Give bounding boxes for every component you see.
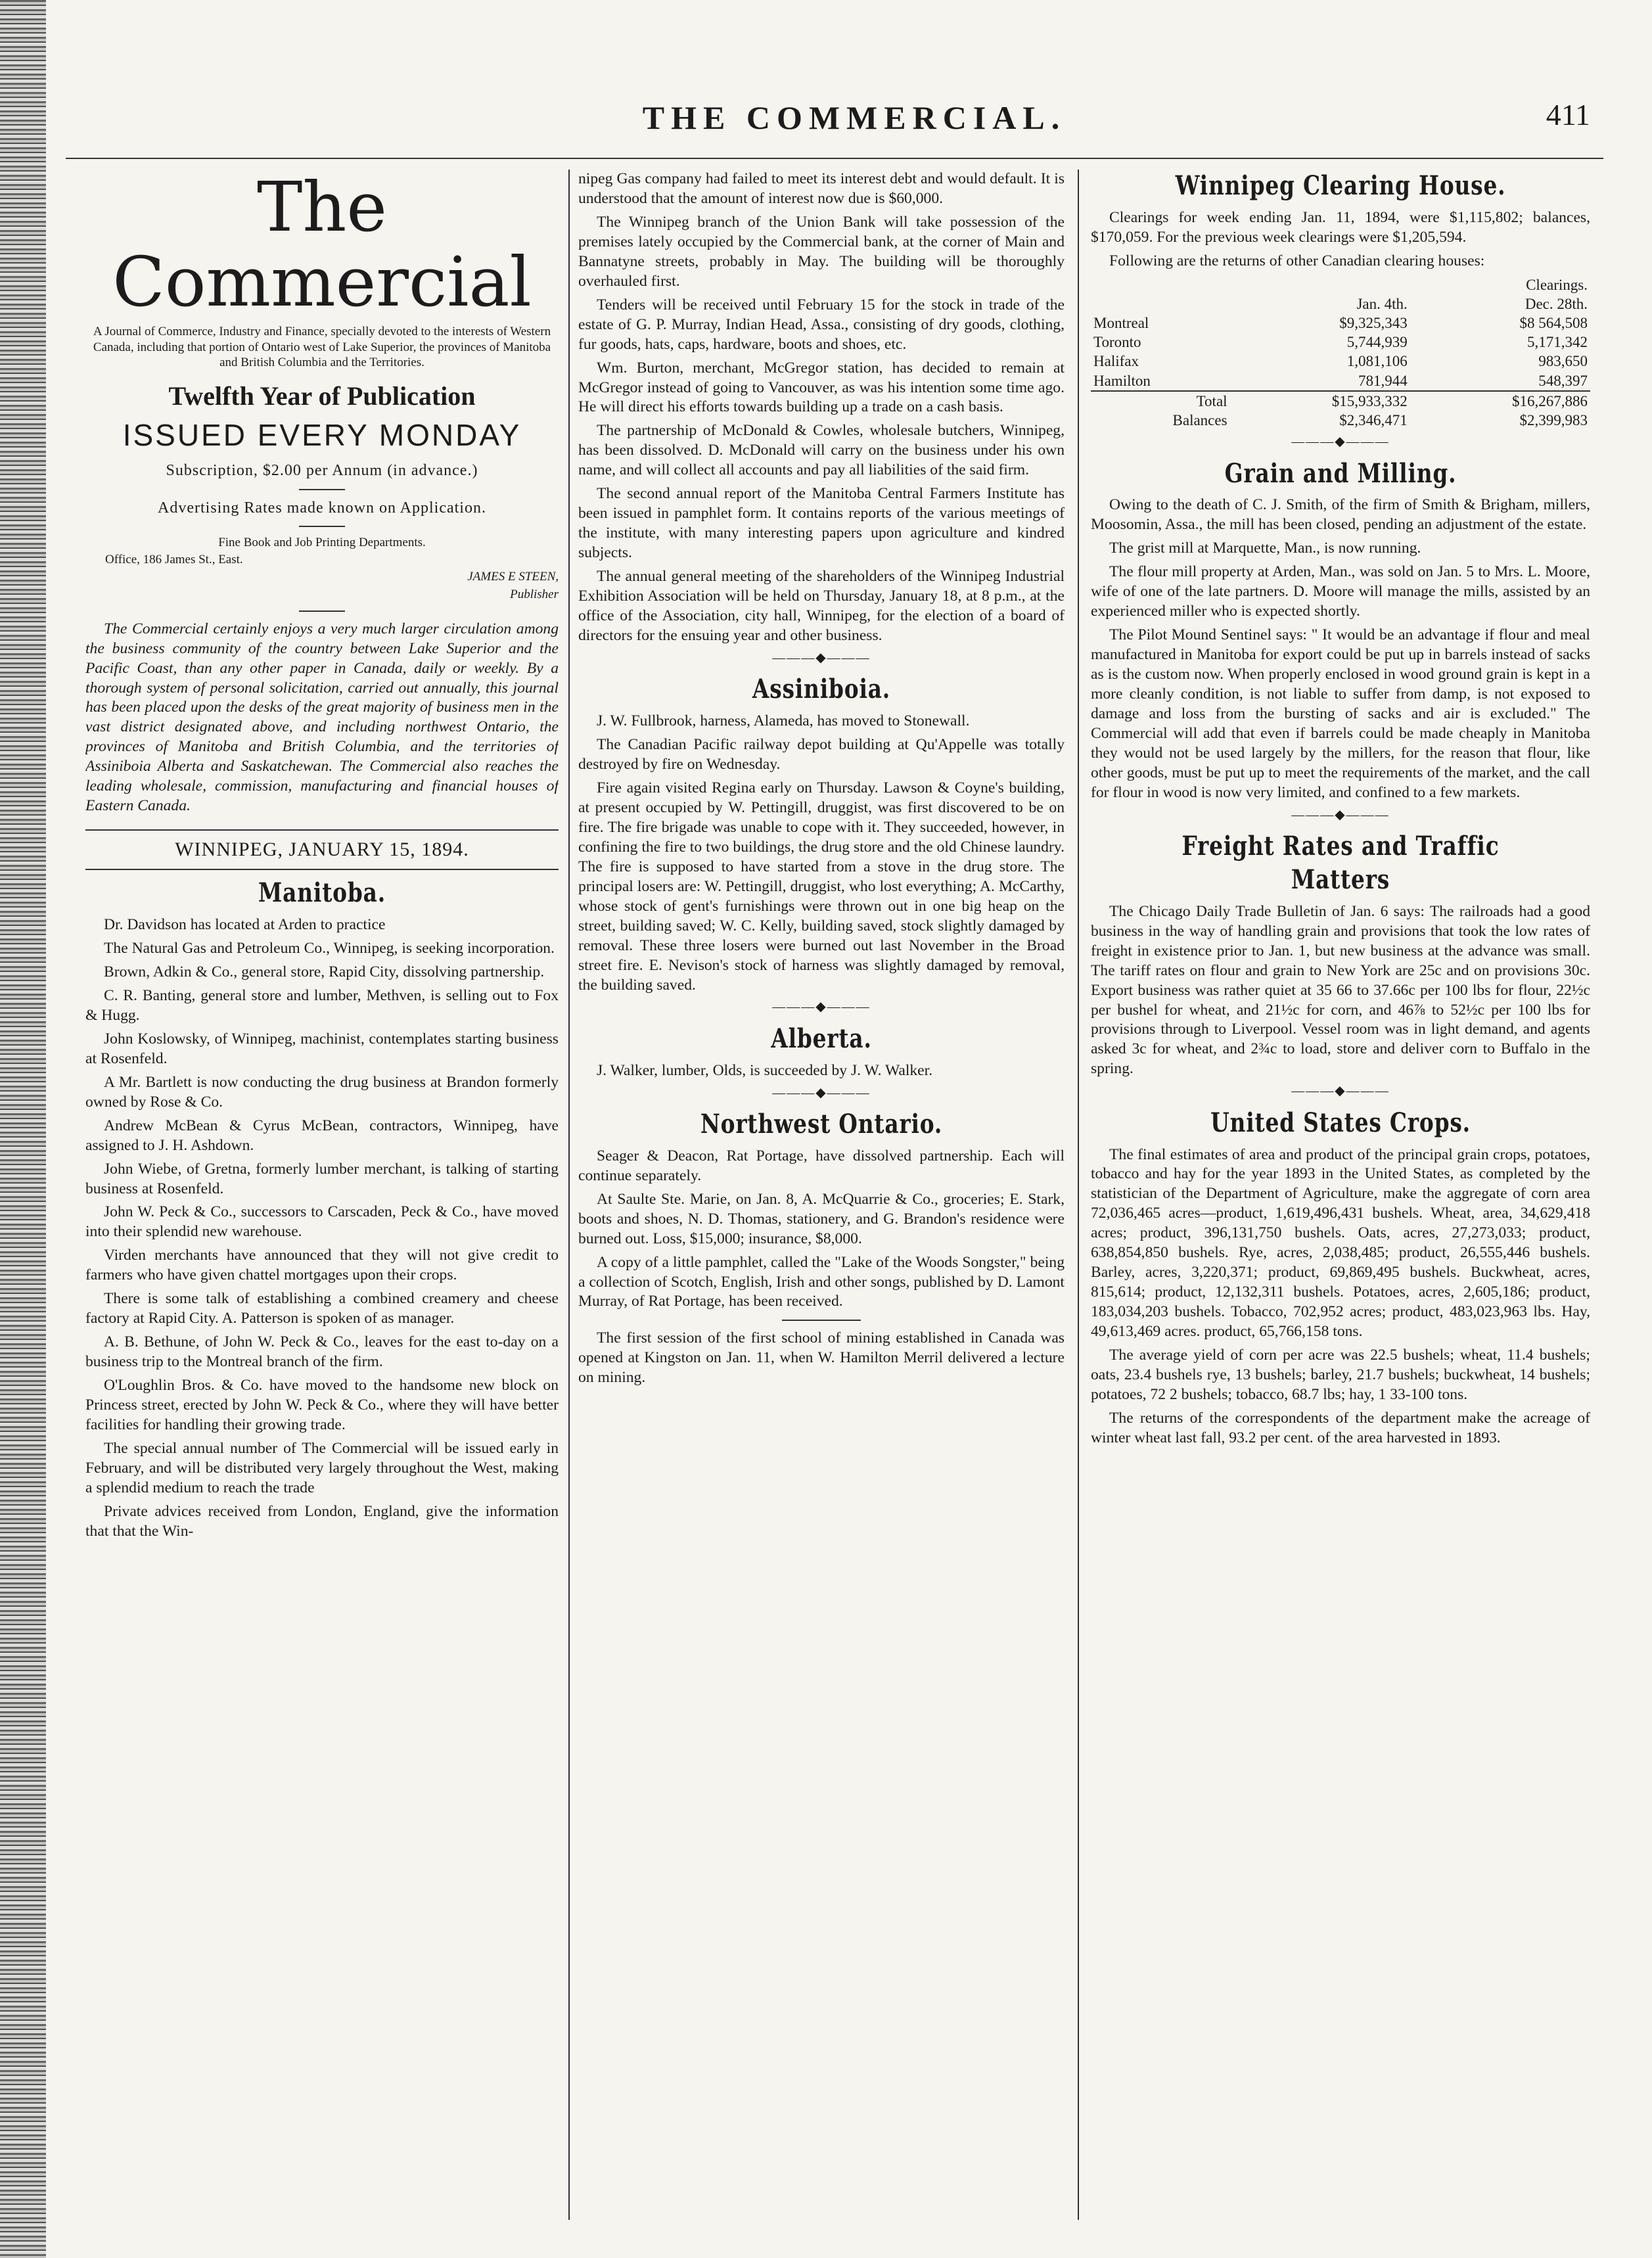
masthead-subtitle: A Journal of Commerce, Industry and Finance, specially devoted to the interests of Western Canada, including that portion of Ontario west of Lake Superior, the provinces of Manitoba and British Columbia and the Territories. bbox=[93, 324, 551, 370]
total-value: $16,267,886 bbox=[1410, 391, 1590, 411]
news-item: The Canadian Pacific railway depot building at Qu'Appelle was totally destroyed by fire on Wednesday. bbox=[578, 736, 1065, 773]
news-item: The Natural Gas and Petroleum Co., Winnipeg, is seeking incorporation. bbox=[104, 940, 555, 957]
section-heading-alberta: Alberta. bbox=[771, 1023, 872, 1054]
news-item: John Koslowsky, of Winnipeg, machinist, contemplates starting business at Rosenfeld. bbox=[85, 1030, 559, 1067]
news-item: The partnership of McDonald & Cowles, wholesale butchers, Winnipeg, has been dissolved. D. McDonald will carry on the business under his own name, and will collect all accounts and pay all liabilities of the said firm. bbox=[578, 422, 1065, 479]
publisher-name: JAMES E STEEN, bbox=[467, 570, 559, 584]
table-row bbox=[1091, 371, 1590, 391]
advertising-line: Advertising Rates made known on Application. bbox=[158, 499, 486, 517]
city-cell: Halifax bbox=[1093, 353, 1139, 370]
clearings-group-label: Clearings. bbox=[1526, 276, 1588, 293]
news-item: J. W. Fullbrook, harness, Alameda, has moved to Stonewall. bbox=[597, 712, 970, 730]
news-item: The average yield of corn per acre was 22.5 bushels; wheat, 11.4 bushels; oats, 23.4 bushels rye, 13 bushels; barley, 21.7 bushels; buckwheat, 14 bushels; potatoes, 72 2 bushels; tobacco, 68.7 lbs; hay, 1 33-100 tons. bbox=[1091, 1347, 1590, 1403]
column-header: Jan. 4th. bbox=[1356, 295, 1408, 312]
news-item: Private advices received from London, England, give the information that that the Win- bbox=[85, 1502, 559, 1540]
table-row bbox=[1091, 313, 1590, 333]
news-item: The first session of the first school of mining established in Canada was opened at Kingston on Jan. 11, when W. Hamilton Merril delivered a lecture on mining. bbox=[578, 1329, 1065, 1387]
clearing-intro: Clearings for week ending Jan. 11, 1894, were $1,115,802; balances, $170,059. For the previous week clearings were $1,205,594. bbox=[1091, 208, 1590, 246]
news-item: The final estimates of area and product of the principal grain crops, potatoes, tobacco and hay for the year 1893 in the United States, as completed by the statistician of the Department of Agriculture, make the aggregate of corn area 72,036,465 acres—product, 1,619,496,431 bushels. Wheat, area, 34,629,418 acres; product, 396,131,750 bushels. Oats, acres, 27,273,033; product, 638,854,850 bushels. Rye, acres, 2,038,485; product, 26,555,446 bushels. Barley, acres, 3,220,371; product, 69,869,495 bushels. Buckwheat, acres, 815,614; product, 12,132,311 bushels. Potatoes, acres, 2,605,186; product, 183,034,203 bushels. Tobacco, 702,952 acres; product, 483,023,963 lbs. Hay, 49,613,469 acres. product, 65,766,158 tons. bbox=[1091, 1145, 1590, 1341]
news-item: The grist mill at Marquette, Man., is now running. bbox=[1109, 540, 1421, 557]
column-divider bbox=[568, 170, 570, 2220]
news-item: A copy of a little pamphlet, called the "Lake of the Woods Songster," being a collection of Scotch, English, Irish and other songs, published by D. Lamont Murray, of Rat Portage, has been received. bbox=[578, 1253, 1065, 1310]
city-cell: Hamilton bbox=[1093, 372, 1151, 389]
section-heading-clearing-house: Winnipeg Clearing House. bbox=[1175, 170, 1506, 201]
value-cell: 781,944 bbox=[1358, 372, 1408, 389]
column-divider bbox=[1078, 170, 1079, 2220]
news-item: The Winnipeg branch of the Union Bank will take possession of the premises lately occupied by the Commercial bank, at the corner of Main and Bannatyne streets, probably in May. The building will be thoroughly overhauled first. bbox=[578, 213, 1065, 290]
divider bbox=[299, 526, 345, 527]
city-cell: Montreal bbox=[1093, 315, 1149, 332]
column-2 bbox=[578, 170, 1065, 2220]
table-row bbox=[1091, 333, 1590, 352]
total-label: Total bbox=[1091, 391, 1230, 411]
news-item: J. Walker, lumber, Olds, is succeeded by J. W. Walker. bbox=[597, 1061, 933, 1079]
issued-line: ISSUED EVERY MONDAY bbox=[122, 417, 522, 452]
column-3 bbox=[1091, 170, 1590, 2220]
section-heading-northwest-ontario: Northwest Ontario. bbox=[700, 1108, 943, 1140]
news-item: The annual general meeting of the shareholders of the Winnipeg Industrial Exhibition Association will be held on Thursday, January 18, at 8 p.m., at the office of the Association, city hall, Winnipeg, for the election of a board of directors for the ensuing year and other business. bbox=[578, 568, 1065, 644]
section-heading-us-crops: United States Crops. bbox=[1210, 1107, 1471, 1138]
page-number: 411 bbox=[1546, 98, 1590, 131]
balances-label: Balances bbox=[1172, 412, 1228, 429]
news-item: The second annual report of the Manitoba Central Farmers Institute has been issued in pamphlet form. It contains reports of the various meetings of the institute, with many interesting papers upon agriculture and kindred subjects. bbox=[578, 485, 1065, 562]
printing-line: Fine Book and Job Printing Departments. bbox=[218, 536, 426, 550]
publication-year: Twelfth Year of Publication bbox=[168, 381, 476, 411]
news-item: Dr. Davidson has located at Arden to practice bbox=[104, 916, 386, 934]
value-cell: 983,650 bbox=[1538, 353, 1588, 370]
scanned-binding-edge bbox=[0, 0, 46, 2258]
news-item: John W. Peck & Co., successors to Carscaden, Peck & Co., have moved into their splendid new warehouse. bbox=[85, 1203, 559, 1241]
ornament-divider: ———◆——— bbox=[1291, 1084, 1390, 1099]
news-item: Virden merchants have announced that they will not give credit to farmers who have given chattel mortgages upon their crops. bbox=[85, 1247, 559, 1284]
news-item: Andrew McBean & Cyrus McBean, contractors, Winnipeg, have assigned to J. H. Ashdown. bbox=[85, 1117, 559, 1154]
news-item: John Wiebe, of Gretna, formerly lumber merchant, is talking of starting business at Rosenfeld. bbox=[85, 1160, 559, 1197]
news-item: The returns of the correspondents of the department make the acreage of winter wheat last fall, 93.2 per cent. of the area harvested in 1893. bbox=[1091, 1409, 1590, 1446]
table-row bbox=[1091, 352, 1590, 371]
divider bbox=[299, 611, 345, 612]
value-cell: 1,081,106 bbox=[1346, 353, 1408, 370]
total-row bbox=[1091, 391, 1590, 411]
clearing-table bbox=[1091, 275, 1590, 430]
news-item: C. R. Banting, general store and lumber, Methven, is selling out to Fox & Hugg. bbox=[85, 986, 559, 1024]
publisher-title: Publisher bbox=[510, 587, 559, 601]
divider bbox=[782, 1320, 861, 1321]
section-heading-manitoba: Manitoba. bbox=[258, 877, 386, 909]
city-cell: Toronto bbox=[1093, 334, 1141, 351]
section-heading-freight: Freight Rates and Traffic Matters bbox=[1182, 831, 1500, 895]
value-cell: $9,325,343 bbox=[1339, 315, 1408, 332]
value-cell: 5,171,342 bbox=[1527, 334, 1588, 351]
header-rule bbox=[66, 158, 1603, 159]
circulation-blurb: The Commercial certainly enjoys a very much larger circulation among the business community of the country between Lake Superior and the Pacific Coast, than any other paper in Canada, daily or weekly. By a thorough system of personal solicitation, carried out annually, this journal has been placed upon the desks of the great majority of business men in the vast district designated above, and including northwest Ontario, the provinces of Manitoba and British Columbia, and the territories of Assiniboia Alberta and Saskatchewan. The Commercial also reaches the leading wholesale, commission, manufacturing and financial houses of Eastern Canada. bbox=[85, 620, 559, 815]
news-item: At Saulte Ste. Marie, on Jan. 8, A. McQuarrie & Co., groceries; E. Stark, boots and shoes, N. D. Thomas, stationery, and G. Brandon's residence were burned out. Loss, $15,000; insurance, $8,000. bbox=[578, 1190, 1065, 1247]
news-item: nipeg Gas company had failed to meet its interest debt and would default. It is understood that the amount of interest now due is $60,000. bbox=[578, 170, 1065, 207]
balances-value: $2,346,471 bbox=[1339, 412, 1408, 429]
news-item: The Pilot Mound Sentinel says: " It would be an advantage if flour and meal manufactured in Manitoba for export could be put up in barrels instead of sacks as is the custom now. When properly enclosed in wood ground grain is kept in a more cleanly condition, is not liable to suffer from damp, is not exposed to damage and loss from the bursting of sacks and air is excluded." The Commercial will add that even if barrels could be made cheaply in Manitoba they would not be used largely by the millers, for the reason that flour, like other goods, must be put up to meet the requirements of the market, and the call for flour in wood is now very limited, and confined to a few markets. bbox=[1091, 626, 1590, 801]
value-cell: $8 564,508 bbox=[1519, 315, 1588, 332]
masthead-title: The Commercial bbox=[112, 170, 532, 323]
balances-value: $2,399,983 bbox=[1519, 412, 1588, 429]
ornament-divider: ———◆——— bbox=[772, 1085, 871, 1100]
column-header: Dec. 28th. bbox=[1525, 295, 1588, 312]
value-cell: 548,397 bbox=[1538, 372, 1588, 389]
ornament-divider: ———◆——— bbox=[772, 650, 871, 665]
news-item: A Mr. Bartlett is now conducting the drug business at Brandon formerly owned by Rose & Co. bbox=[85, 1073, 559, 1111]
news-item: Tenders will be received until February 15 for the stock in trade of the estate of G. P. Murray, Indian Head, Assa., consisting of dry goods, clothing, fur goods, hats, caps, hardware, boots and shoes, etc. bbox=[578, 296, 1065, 353]
running-header-title: THE COMMERCIAL. bbox=[642, 99, 1067, 136]
divider bbox=[299, 489, 345, 490]
ornament-divider: ———◆——— bbox=[1291, 434, 1390, 449]
news-item: A. B. Bethune, of John W. Peck & Co., leaves for the east to-day on a business trip to the Montreal branch of the firm. bbox=[85, 1333, 559, 1371]
news-item: The special annual number of The Commercial will be issued early in February, and will be distributed very largely throughout the West, making a splendid medium to reach the trade bbox=[85, 1439, 559, 1496]
news-item: Brown, Adkin & Co., general store, Rapid City, dissolving partnership. bbox=[104, 963, 545, 980]
news-item: Fire again visited Regina early on Thursday. Lawson & Coyne's building, at present occupied by W. Pettingill, druggist, was first discovered to be on fire. The fire brigade was unable to cope with it. They succeeded, however, in confining the fire to two buildings, the drug store and the old Chinese laundry. The fire is supposed to have started from a stove in the drug store. The principal losers are: W. Pettingill, druggist, who lost everything; A. McCarthy, whose stock of gent's furnishings were thrown out in one big heap on the street, building saved; W. C. Kelly, building saved, stock slightly damaged by removal. These three losers were burned out last November in the Broad street fire. E. Nevison's stock of harness was slightly damaged by removal, the building saved. bbox=[578, 779, 1065, 994]
clearing-intro-2: Following are the returns of other Canadian clearing houses: bbox=[1109, 252, 1485, 269]
column-1 bbox=[85, 170, 559, 2220]
news-item: O'Loughlin Bros. & Co. have moved to the handsome new block on Princess street, erected by John W. Peck & Co., where they will have better facilities for handling their growing trade. bbox=[85, 1377, 559, 1434]
news-item: The flour mill property at Arden, Man., was sold on Jan. 5 to Mrs. L. Moore, wife of one of the late partners. D. Moore will manage the mills, assisted by an experienced miller who is expected shortly. bbox=[1091, 563, 1590, 620]
total-value: $15,933,332 bbox=[1230, 391, 1410, 411]
section-heading-grain-milling: Grain and Milling. bbox=[1224, 457, 1457, 489]
value-cell: 5,744,939 bbox=[1346, 334, 1408, 351]
ornament-divider: ———◆——— bbox=[1291, 807, 1390, 822]
news-item: Owing to the death of C. J. Smith, of the firm of Smith & Brigham, millers, Moosomin, Assa., the mill has been closed, pending an adjustment of the estate. bbox=[1091, 496, 1590, 534]
section-heading-assiniboia: Assiniboia. bbox=[752, 674, 891, 705]
ornament-divider: ———◆——— bbox=[772, 1000, 871, 1015]
news-item: There is some talk of establishing a combined creamery and cheese factory at Rapid City. A. Patterson is spoken of as manager. bbox=[85, 1290, 559, 1327]
news-item: The Chicago Daily Trade Bulletin of Jan. 6 says: The railroads had a good business in the way of handling grain and provisions that took the low rates of freight in existence prior to Jan. 1, but new business at the advance was small. The tariff rates on flour and grain to New York are 25c and on provisions 30c. Export business was rather quiet at 35 66 to 37.66c per 100 lbs for flour, 22½c per bushel for wheat, and 21½c for corn, and 46⅞ to 52½c per 100 lbs for provisions through to Liverpool. Vessel room was in light demand, and agents asked 3c for wheat, and 2¾c to load, store and deliver corn to Buffalo in the spring. bbox=[1091, 902, 1590, 1078]
news-item: Wm. Burton, merchant, McGregor station, has decided to remain at McGregor instead of going to Vancouver, as was his intention some time ago. He will direct his efforts towards building up a trade on a cash basis. bbox=[578, 359, 1065, 416]
office-line: Office, 186 James St., East. bbox=[105, 553, 243, 567]
news-item: Seager & Deacon, Rat Portage, have dissolved partnership. Each will continue separately. bbox=[578, 1147, 1065, 1184]
subscription-line: Subscription, $2.00 per Annum (in advance.) bbox=[166, 462, 478, 480]
balances-row bbox=[1091, 411, 1590, 430]
dateline: WINNIPEG, JANUARY 15, 1894. bbox=[85, 829, 559, 870]
